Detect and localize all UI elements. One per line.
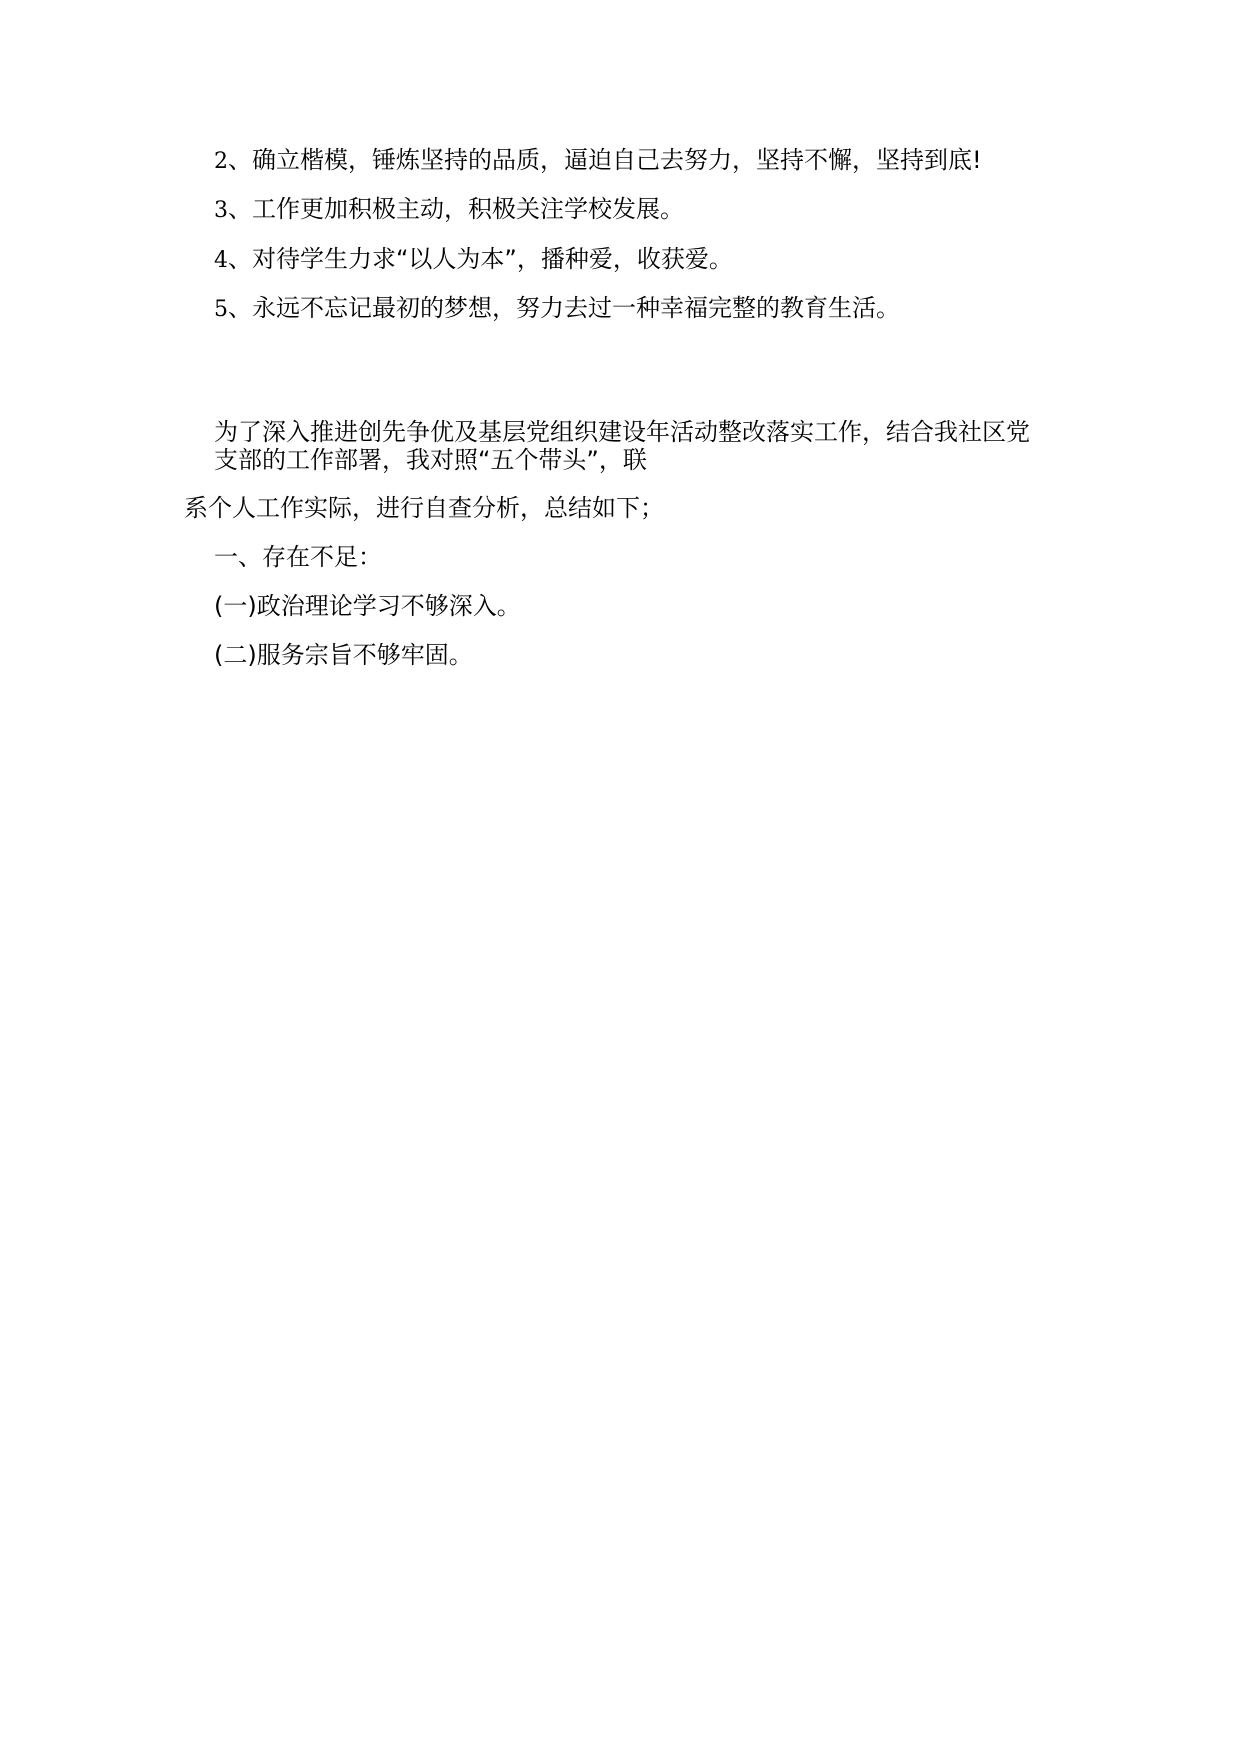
list-text: 、永远不忘记最初的梦想，努力去过一种幸福完整的教育生活。	[228, 294, 900, 322]
sub-item-1: (一)政治理论学习不够深入。	[214, 592, 521, 620]
list-item-3	[214, 193, 684, 227]
section-heading: 一、存在不足：	[214, 543, 382, 571]
list-text: 、对待学生力求“以人为本”，播种爱，收获爱。	[228, 245, 733, 273]
list-number: 3	[214, 198, 228, 223]
list-item-4	[214, 243, 733, 277]
intro-line-3: 系个人工作实际，进行自查分析，总结如下；	[184, 494, 664, 522]
list-text: 、确立楷模，锤炼坚持的品质，逼迫自己去努力，坚持不懈，坚持到底!	[228, 146, 982, 174]
list-item-5	[214, 292, 900, 326]
intro-line-1: 为了深入推进创先争优及基层党组织建设年活动整改落实工作，结合我社区党	[214, 418, 1030, 446]
sub-item-2: (二)服务宗旨不够牢固。	[214, 641, 473, 669]
list-item-2	[214, 144, 982, 178]
list-text: 、工作更加积极主动，积极关注学校发展。	[228, 195, 684, 223]
list-number: 2	[214, 149, 228, 174]
intro-line-2: 支部的工作部署，我对照“五个带头”，联	[214, 446, 647, 474]
list-number: 4	[214, 248, 228, 273]
list-number: 5	[214, 297, 228, 322]
